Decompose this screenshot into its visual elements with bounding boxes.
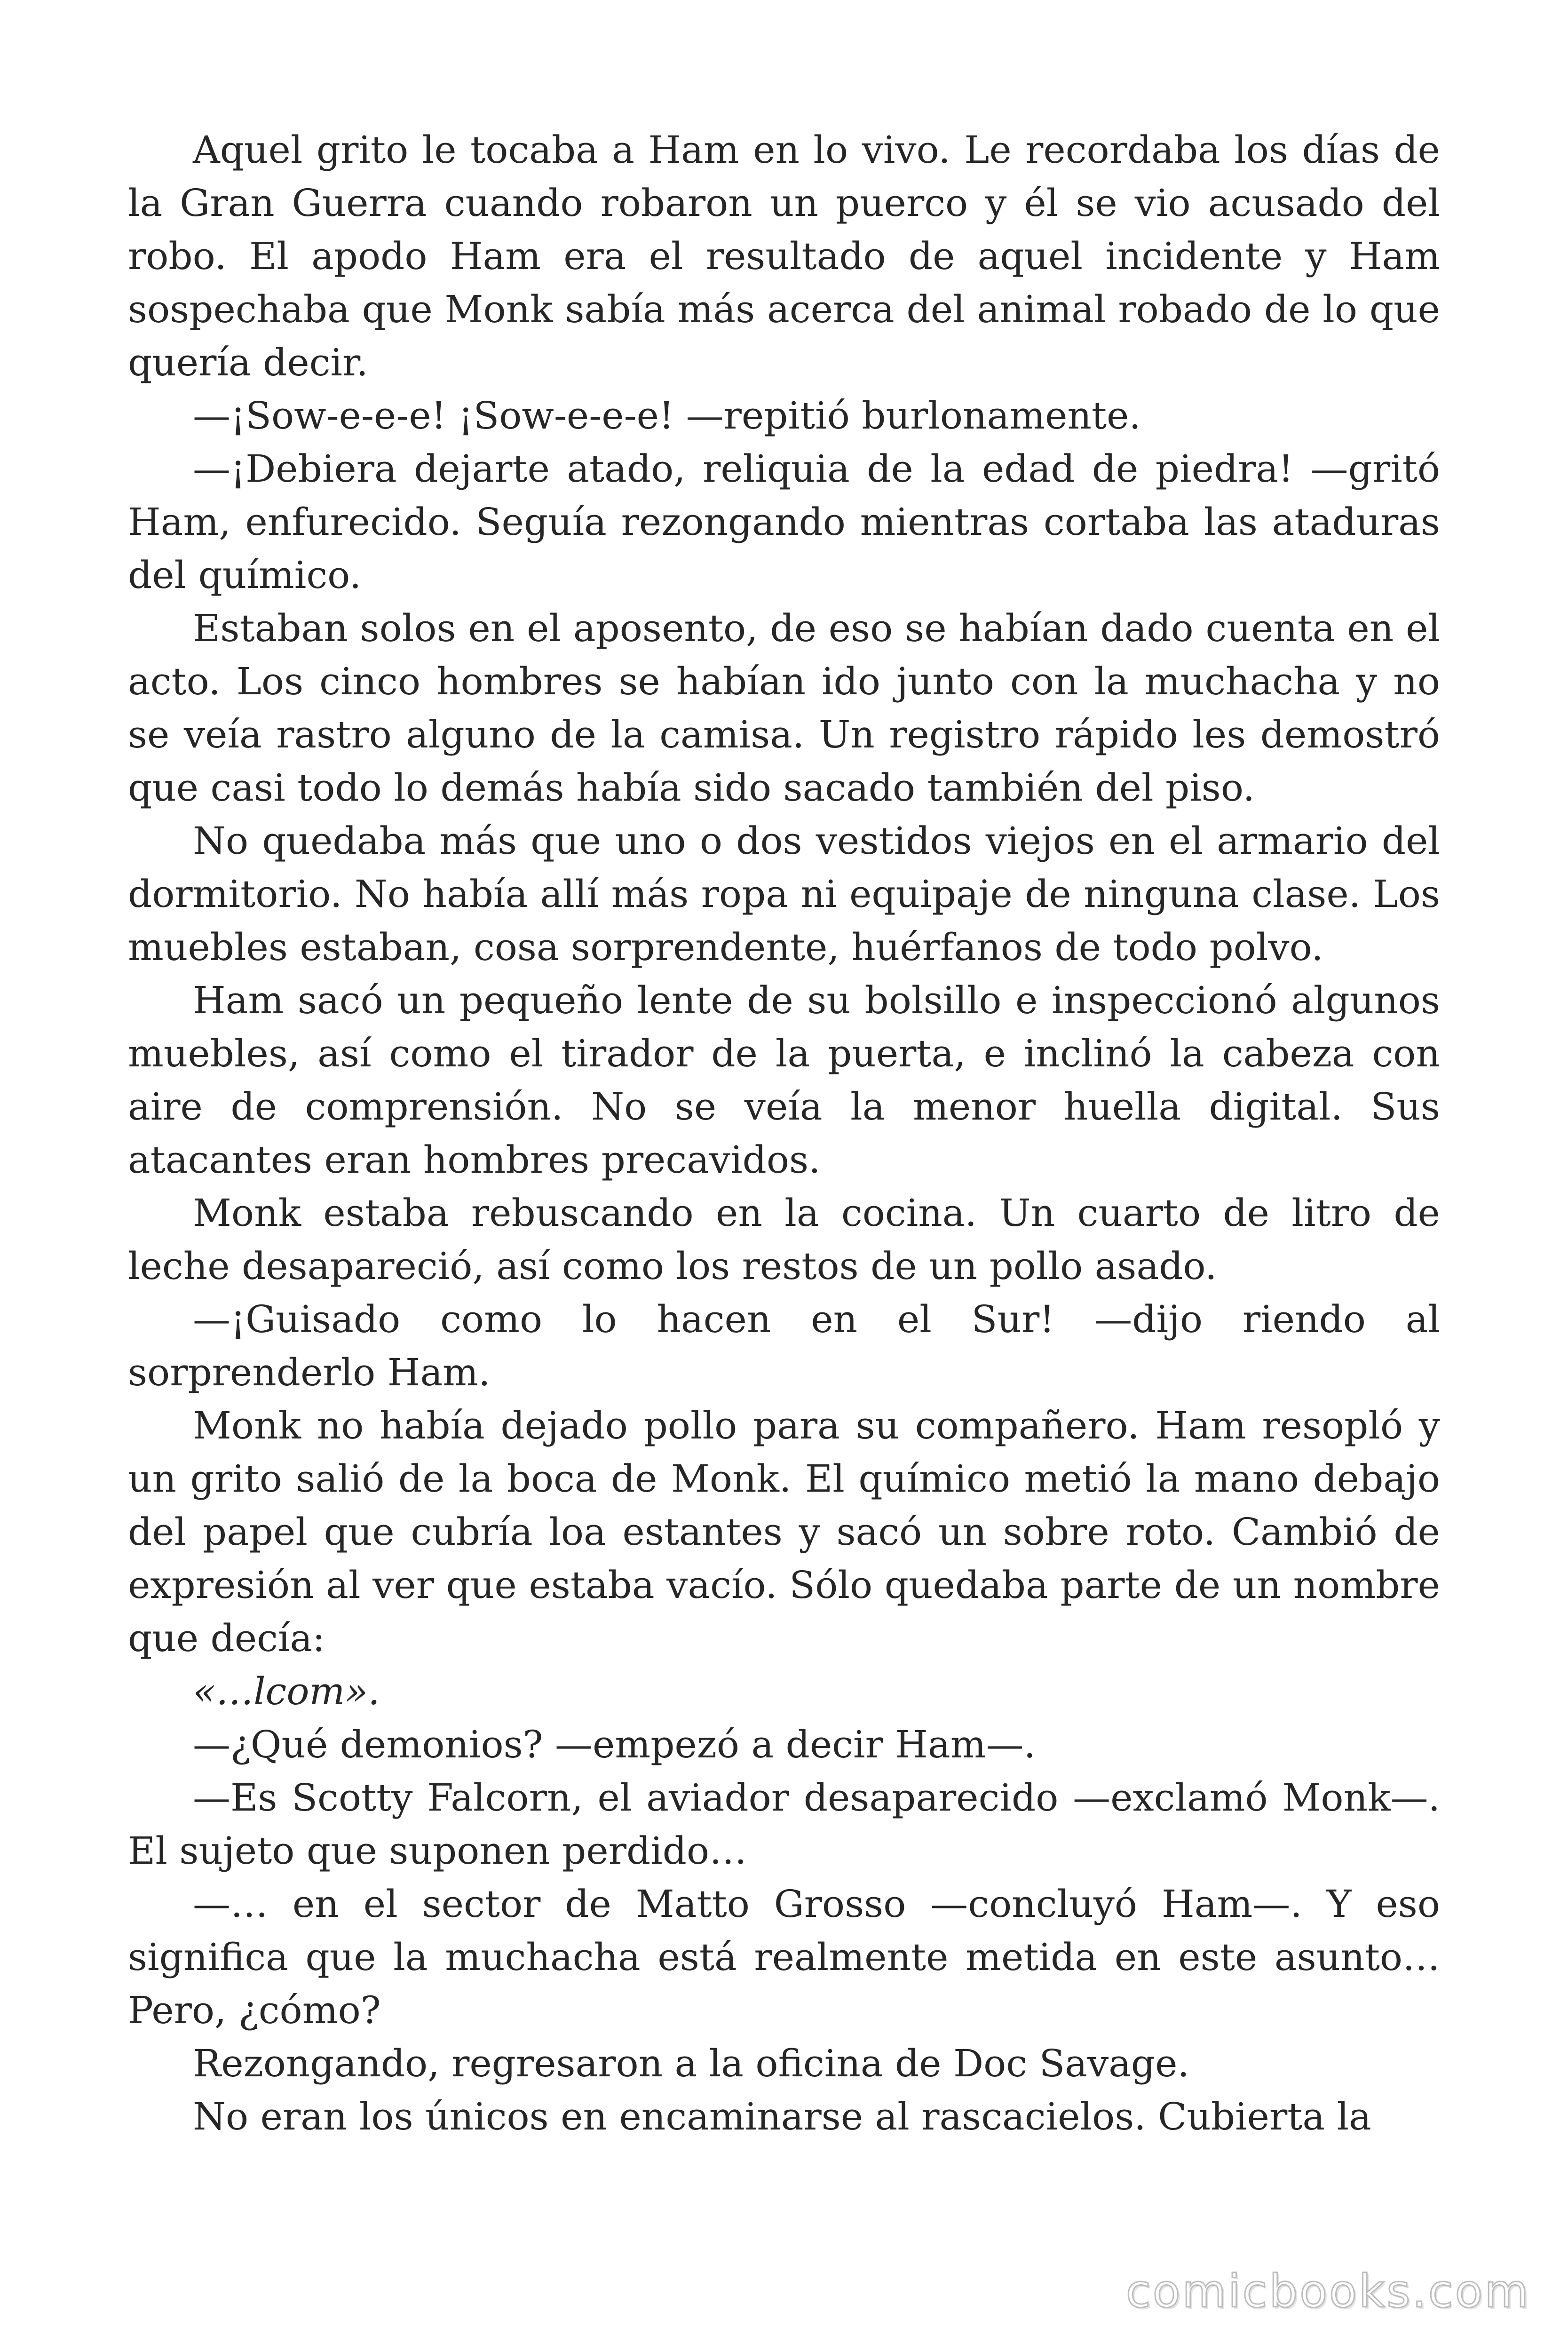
paragraph: Monk estaba rebuscando en la cocina. Un cuarto de litro de leche desapareció, así como los restos de un pollo asado. (128, 1191, 1440, 1288)
paragraph: —¡Debiera dejarte atado, reliquia de la edad de piedra! —gritó Ham, enfurecido. Seguía rezongando mientras cortaba las ataduras del químico. (128, 447, 1440, 597)
paragraph-last: No eran los únicos en encaminarse al rascacielos. Cubierta la (193, 2095, 1371, 2138)
paragraph: —¡Sow-e-e-e! ¡Sow-e-e-e! —repitió burlonamente. (193, 394, 1141, 437)
paragraph: Monk no había dejado pollo para su compañero. Ham resopló y un grito salió de la boca de Monk. El químico metió la mano debajo del papel que cubría loa estantes y sacó un sobre roto. Cambió de expresión al ver que estaba vacío. Sólo quedaba parte de un nombre que decía: (128, 1404, 1440, 1660)
paragraph: Rezongando, regresaron a la oficina de Doc Savage. (193, 2042, 1189, 2085)
paragraph: —¡Guisado como lo hacen en el Sur! —dijo riendo al sorprenderlo Ham. (128, 1297, 1440, 1394)
paragraph: No quedaba más que uno o dos vestidos viejos en el armario del dormitorio. No había allí más ropa ni equipaje de ninguna clase. Los muebles estaban, cosa sorprendente, huérfanos de todo polvo. (128, 819, 1440, 969)
paragraph: —… en el sector de Matto Grosso —concluyó Ham—. Y eso significa que la muchacha está realmente metida en este asunto… Pero, ¿cómo? (128, 1882, 1440, 2032)
paragraph: Aquel grito le tocaba a Ham en lo vivo. Le recordaba los días de la Gran Guerra cuando robaron un puerco y él se vio acusado del robo. El apodo Ham era el resultado de aquel incidente y Ham sospechaba que Monk sabía más acerca del animal robado de lo que quería decir. (128, 128, 1440, 384)
paragraph: Estaban solos en el aposento, de eso se habían dado cuenta en el acto. Los cinco hombres se habían ido junto con la muchacha y no se veía rastro alguno de la camisa. Un registro rápido les demostró que casi todo lo demás había sido sacado también del piso. (128, 606, 1440, 810)
paragraph: —Es Scotty Falcorn, el aviador desaparecido —exclamó Monk—. El sujeto que suponen perdido… (128, 1776, 1440, 1873)
quoted-fragment: «…lcom». (193, 1669, 380, 1713)
watermark-text: comicbooks.com (1125, 2265, 1530, 2318)
paragraph: Ham sacó un pequeño lente de su bolsillo e inspeccionó algunos muebles, así como el tirador de la puerta, e inclinó la cabeza con aire de comprensión. No se veía la menor huella digital. Sus atacantes eran hombres precavidos. (128, 978, 1440, 1182)
body-text (128, 123, 1440, 2143)
paragraph: —¿Qué demonios? —empezó a decir Ham—. (193, 1723, 1036, 1766)
